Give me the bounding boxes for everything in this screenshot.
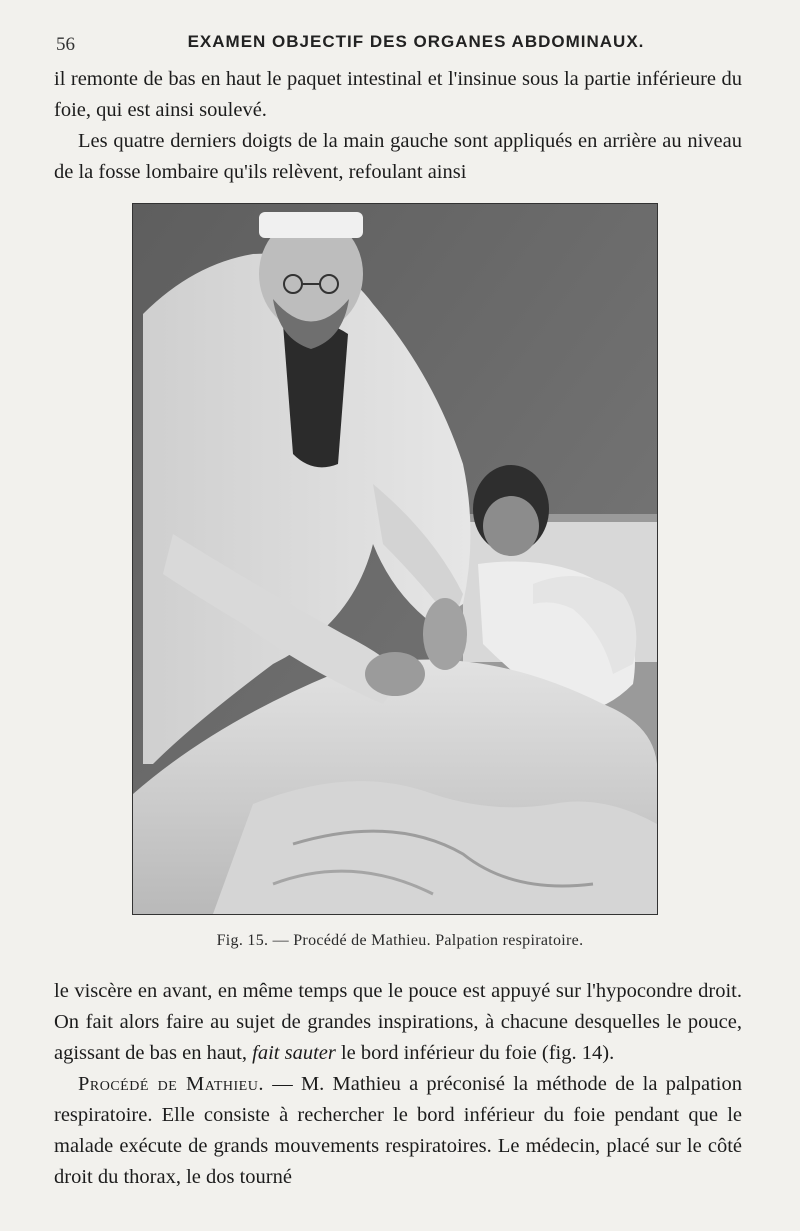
- italic-phrase: fait sauter: [252, 1042, 336, 1064]
- paragraph-viscera: [54, 976, 742, 1069]
- viscera-text-start: le viscère en avant, en même temps que le pouce est appuyé sur l'hypocondre droit. On fait alors faire au sujet de grandes inspirations, à chacune desquelles le pouce, agissant de bas en haut,: [54, 980, 742, 1064]
- viscera-text-end: le bord inférieur du foie (fig. 14).: [340, 1042, 615, 1064]
- running-header: [56, 30, 736, 58]
- mathieu-text: — M. Mathieu a préconisé la méthode de la palpation respiratoire. Elle consiste à rechercher le bord inférieur du foie pendant que le malade exécute de grands mouvements respiratoires. Le médecin, placé sur le côté droit du thorax, le dos tourné: [54, 1073, 742, 1188]
- running-title: EXAMEN OBJECTIF DES ORGANES ABDOMINAUX.: [187, 32, 645, 51]
- photo-illustration: [133, 204, 657, 914]
- paragraph-fingers: Les quatre derniers doigts de la main gauche sont appliqués en arrière au niveau de la fosse lombaire qu'ils relèvent, refoulant ainsi: [54, 130, 742, 183]
- bottom-text-block: [54, 976, 742, 1193]
- figure-photograph: [132, 203, 658, 915]
- section-heading-mathieu: Procédé de Mathieu.: [78, 1073, 264, 1095]
- paragraph-mathieu: [54, 1069, 742, 1193]
- page-number: 56: [56, 34, 75, 55]
- figure-caption: Fig. 15. — Procédé de Mathieu. Palpation respiratoire.: [216, 932, 584, 949]
- top-text-block: [54, 64, 742, 188]
- paragraph-continuation: il remonte de bas en haut le paquet intestinal et l'insinue sous la partie inférieure du foie, qui est ainsi soulevé.: [54, 68, 742, 121]
